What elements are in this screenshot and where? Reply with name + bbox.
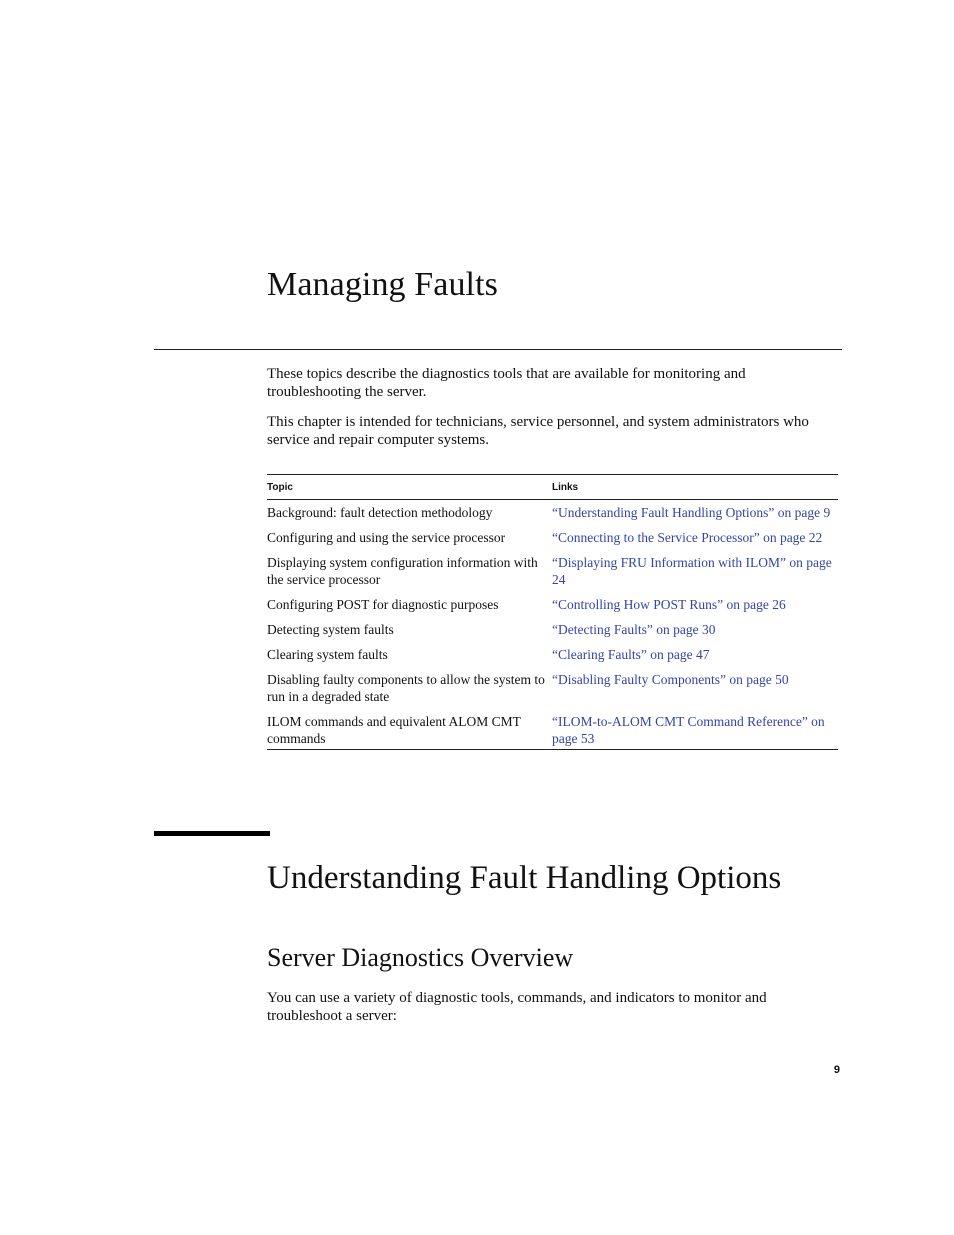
table-row bbox=[267, 596, 838, 621]
topic-link[interactable]: “ILOM-to-ALOM CMT Command Reference” on page 53 bbox=[552, 714, 825, 746]
table-header-topic: Topic bbox=[267, 475, 552, 500]
topic-cell: ILOM commands and equivalent ALOM CMT commands bbox=[267, 714, 521, 746]
table-row bbox=[267, 713, 838, 750]
body-paragraph: You can use a variety of diagnostic tools, commands, and indicators to monitor and troubleshoot a server: bbox=[267, 990, 767, 1024]
topics-table bbox=[267, 474, 838, 750]
topic-link[interactable]: “Disabling Faulty Components” on page 50 bbox=[552, 672, 789, 687]
topic-link[interactable]: “Displaying FRU Information with ILOM” on page 24 bbox=[552, 555, 832, 587]
intro-paragraph: These topics describe the diagnostics tools that are available for monitoring and troubleshooting the server. bbox=[267, 366, 746, 400]
table-row bbox=[267, 500, 838, 530]
topic-cell: Background: fault detection methodology bbox=[267, 505, 493, 520]
topic-cell: Clearing system faults bbox=[267, 647, 388, 662]
table-row bbox=[267, 554, 838, 596]
section-title: Understanding Fault Handling Options bbox=[267, 860, 782, 896]
topic-link[interactable]: “Connecting to the Service Processor” on page 22 bbox=[552, 530, 823, 545]
table-row bbox=[267, 529, 838, 554]
chapter-rule bbox=[154, 349, 842, 350]
topic-link[interactable]: “Detecting Faults” on page 30 bbox=[552, 622, 716, 637]
topic-link[interactable]: “Clearing Faults” on page 47 bbox=[552, 647, 710, 662]
intro-paragraph: This chapter is intended for technicians, service personnel, and system administrators who service and repair computer systems. bbox=[267, 414, 809, 448]
topic-link[interactable]: “Understanding Fault Handling Options” on page 9 bbox=[552, 505, 831, 520]
table-row bbox=[267, 646, 838, 671]
table-header-links: Links bbox=[552, 475, 838, 500]
topic-cell: Disabling faulty components to allow the system to run in a degraded state bbox=[267, 672, 545, 704]
table-header-row bbox=[267, 475, 838, 500]
table-row bbox=[267, 621, 838, 646]
table-row bbox=[267, 671, 838, 713]
subsection-title: Server Diagnostics Overview bbox=[267, 943, 574, 972]
topic-link[interactable]: “Controlling How POST Runs” on page 26 bbox=[552, 597, 786, 612]
section-divider-bar bbox=[154, 831, 270, 836]
topic-cell: Displaying system configuration information with the service processor bbox=[267, 555, 538, 587]
page-number: 9 bbox=[833, 1064, 840, 1076]
topic-cell: Configuring POST for diagnostic purposes bbox=[267, 597, 499, 612]
topic-cell: Configuring and using the service processor bbox=[267, 530, 506, 545]
topic-cell: Detecting system faults bbox=[267, 622, 394, 637]
chapter-title: Managing Faults bbox=[267, 266, 498, 303]
